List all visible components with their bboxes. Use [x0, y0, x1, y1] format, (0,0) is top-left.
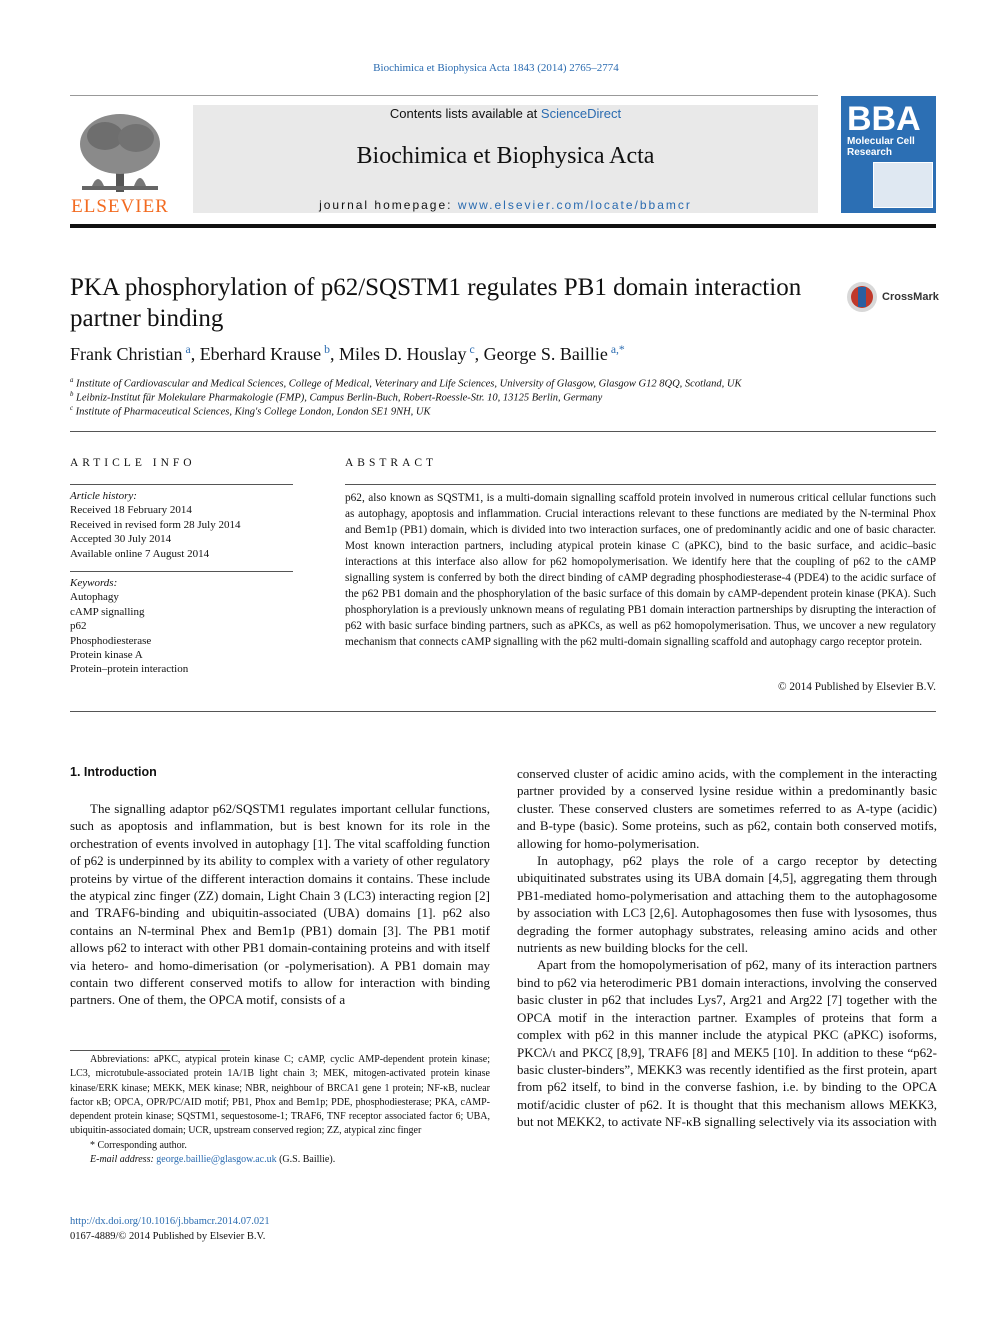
article-history — [70, 489, 293, 561]
keyword: Protein kinase A — [70, 649, 143, 662]
author-separator: , — [190, 344, 200, 364]
doi-footer — [70, 1215, 270, 1244]
paragraph: The signalling adaptor p62/SQSTM1 regulates important cellular functions, such as apoptosis and inflammation, but is best known for its role in the orchestration of events involved in autophagy [1]. The vital scaffolding function of p62 is underpinned by its ability to complex with a variety of other regulatory proteins by virtue of the different interaction domains it contains. These include the atypical zinc finger (ZZ) domain, Light Chain 3 (LC3) interacting region [2] and TRAF6-binding and ubiquitin-associated (UBA) domains [1]. p62 also contains an N-terminal Phex and Bem1p (PB1) domain [3]. The PB1 motif allows p62 to interact with other PB1 domain-containing proteins and with itself via hetero- and homo-dimerisation (or -polymerisation). A PB1 domain may contain two different conserved motifs to allow for interaction with binding partners. One of them, the OPCA motif, consists of a — [70, 801, 490, 1008]
article-info-rule — [70, 484, 293, 485]
keyword: cAMP signalling — [70, 605, 145, 618]
cover-title: BBA — [847, 100, 921, 138]
history-accepted: Accepted 30 July 2014 — [70, 533, 172, 546]
history-revised: Received in revised form 28 July 2014 — [70, 518, 241, 531]
keyword: Phosphodiesterase — [70, 634, 152, 647]
header-top-rule — [70, 95, 818, 96]
author-separator: , — [329, 344, 339, 364]
journal-cover[interactable] — [841, 96, 936, 213]
journal-name: Biochimica et Biophysica Acta — [356, 143, 655, 169]
email-owner: (G.S. Baillie). — [276, 1154, 336, 1166]
author-list — [70, 343, 625, 365]
footnotes — [70, 1053, 490, 1167]
author-affiliation-mark[interactable]: a,* — [610, 343, 625, 356]
article-title: PKA phosphorylation of p62/SQSTM1 regulates PB1 domain interaction partner binding — [70, 274, 802, 332]
section-heading-introduction: 1. Introduction — [70, 765, 157, 779]
doi-link[interactable]: http://dx.doi.org/10.1016/j.bbamcr.2014.07.021 — [70, 1216, 270, 1227]
paragraph: In autophagy, p62 plays the role of a cargo receptor by detecting ubiquitinated substrates using its UBA domain [4,5], aggregating them through PB1-mediated homo-polymerisation and attaching them to the autophagosome by association with LC3 [2,6]. Autophagosomes then fuse with lysosomes, thus degrading the former autophagy substrates, releasing amino acids and other nutrients as new building blocks for the cell. — [517, 853, 937, 956]
crossmark-label: CrossMark — [882, 291, 939, 303]
keywords-rule — [70, 571, 293, 572]
affiliation-c: $^c$ Institute of Pharmaceutical Sciences, King's College London, London SE1 9NH, UK — [70, 405, 431, 418]
body-column-left — [70, 800, 490, 1009]
email-label: E-mail address: — [90, 1154, 157, 1166]
history-label: Article history: — [70, 490, 137, 502]
cover-subtitle: Molecular Cell Research — [847, 136, 915, 158]
homepage-prefix: journal homepage: — [319, 198, 458, 212]
body-column-right — [517, 765, 937, 1131]
article-info-heading: ARTICLE INFO — [70, 457, 196, 469]
abstract-end-rule — [70, 711, 936, 712]
author-name[interactable]: Eberhard Krause — [199, 344, 322, 364]
keyword: Protein–protein interaction — [70, 663, 189, 676]
footnote-rule — [70, 1050, 230, 1051]
abstract-text: p62, also known as SQSTM1, is a multi-domain signalling scaffold protein involved in numerous critical cellular functions such as autophagy, apoptosis and inflammation. Crucial interactions relevant to these functions are mediated by the N-terminal Phox and Bem1p (PB1) domain, which is divided into two interaction surfaces, one of predominantly acidic and one of basic character. Most known interaction partners, including atypical protein kinase C (aPKC), bind to the basic surface, and acidic–basic interactions at this interface also allow for p62 homopolymerisation. We identify here that the coupling of p62 to the cAMP signalling system is conferred by both the direct binding of cAMP degrading phosphodiesterase-4 (PDE4) to the acidic surface of the p62 PB1 domain and the phosphorylation of the basic surface of this domain by cAMP-dependent protein kinase (PKA). Such phosphorylation is a previously unknown means of regulating PB1 domain interaction partnerships by disrupting the interaction of p62 with basic surface binding partners, such as aPKCs, as well as p62 homopolymerisation. Thus, we uncover a new regulatory mechanism that connects cAMP signalling with the p62 multi-domain signalling scaffold and autophagy cargo receptor protein. — [345, 492, 936, 648]
corresponding-author-footnote: * Corresponding author. — [90, 1139, 187, 1151]
affiliation-a: $^a$ Institute of Cardiovascular and Medical Sciences, College of Medical, Veterinary and Life Sciences, University of Glasgow, Glasgow G12 8QQ, Scotland, UK — [70, 377, 742, 390]
homepage-link[interactable]: www.elsevier.com/locate/bbamcr — [457, 198, 692, 212]
contents-line — [193, 106, 818, 121]
email-link[interactable]: george.baillie@glasgow.ac.uk — [156, 1154, 277, 1166]
author-separator: , — [474, 344, 484, 364]
affiliations-rule — [70, 431, 936, 432]
history-received: Received 18 February 2014 — [70, 504, 192, 517]
elsevier-wordmark[interactable]: ELSEVIER — [71, 196, 169, 217]
history-online: Available online 7 August 2014 — [70, 547, 210, 560]
author-affiliation-mark[interactable]: a — [185, 343, 191, 356]
paragraph: Apart from the homopolymerisation of p62, many of its interaction partners bind to p62 via heterodimeric PB1 domain interactions, involving the conserved basic cluster in p62 that includes Lys7, Arg21 and Arg22 [7] together with the OPCA motif in the interaction partner. Examples of proteins that form a complex with p62 in this manner include the atypical PKC (aPKC) isoforms, PKCλ/ι and PKCζ [8,9], TRAF6 [8] and MEK5 [10]. In addition to these “p62-basic cluster-binders”, MEKK3 was recently identified as the first protein, apart from p62 itself, to bind in the converse fashion, i.e. by binding to the OPCA motif/acidic cluster of p62. It is thought that this mechanism allows MEKK3, but not MEKK2, to activate NF-κB signalling selectively via its association with — [517, 957, 937, 1130]
author-name[interactable]: Frank Christian — [70, 344, 183, 364]
author-affiliation-mark[interactable]: c — [469, 343, 475, 356]
email-footnote — [70, 1153, 490, 1167]
issn-line: 0167-4889/© 2014 Published by Elsevier B.V. — [70, 1230, 266, 1242]
author-affiliation-mark[interactable]: b — [324, 343, 330, 356]
crossmark-badge[interactable] — [846, 281, 941, 313]
author-name[interactable]: Miles D. Houslay — [338, 344, 467, 364]
paragraph: conserved cluster of acidic amino acids, with the complement in the interacting partner provided by a conserved lysine residue within a predominantly basic cluster. These conserved clusters are sometimes referred to as A-type (acidic) and B-type (basic). Some proteins, such as p62, contain both conserved motifs, allowing for homo-polymerisation. — [517, 766, 937, 851]
contents-prefix: Contents lists available at — [389, 106, 541, 121]
journal-citation[interactable]: Biochimica et Biophysica Acta 1843 (2014) 2765–2774 — [373, 62, 619, 74]
author-name[interactable]: George S. Baillie — [483, 344, 608, 364]
keywords-label: Keywords: — [70, 577, 118, 589]
sciencedirect-link[interactable]: ScienceDirect — [540, 106, 622, 121]
abbreviations-footnote: Abbreviations: aPKC, atypical protein kinase C; cAMP, cyclic AMP-dependent protein kinase; LC3, microtubule-associated protein 1A/1B light chain 3; MEK, mitogen-activated protein kinase kinase/ERK kinase; MEKK, MEK kinase; NBR, neighbour of BRCA1 gene 1 protein; NF-κB, nuclear factor κB; OPCA, OPR/PC/AID motif; PB1, Phox and Bem1p; PDE, phosphodiesterase; PKA, cAMP-dependent protein kinase; SQSTM1, sequestosome-1; TRAF6, TNF receptor associated factor 6; UBA, ubiquitin-associated domain; UCR, upstream conserved region; ZZ, atypical zinc finger — [70, 1054, 490, 1137]
abstract-copyright: © 2014 Published by Elsevier B.V. — [777, 681, 936, 693]
journal-homepage — [193, 198, 818, 212]
crossmark-icon — [846, 281, 878, 313]
keyword: p62 — [70, 620, 87, 633]
affiliation-b: $^b$ Leibniz-Institut für Molekulare Pharmakologie (FMP), Campus Berlin-Buch, Robert-Roessle-Str. 10, 13125 Berlin, Germany — [70, 391, 603, 404]
keywords — [70, 576, 293, 677]
abstract-heading: ABSTRACT — [345, 457, 438, 469]
cover-figure — [873, 162, 933, 208]
abstract-rule — [345, 484, 936, 485]
keyword: Autophagy — [70, 591, 119, 604]
header-thick-rule — [70, 224, 936, 228]
